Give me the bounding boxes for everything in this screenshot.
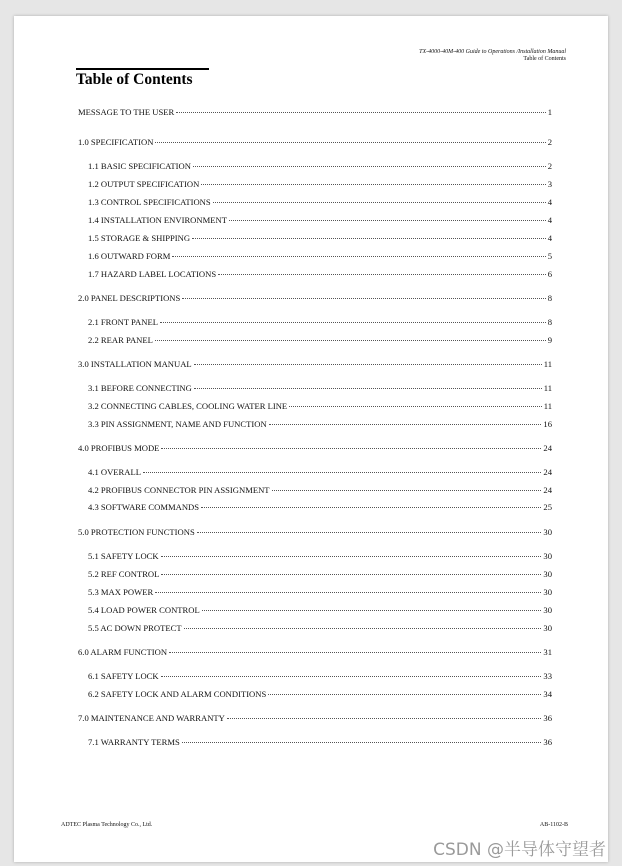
- toc-entry[interactable]: [78, 359, 552, 369]
- toc-entry-title: 4.2 PROFIBUS CONNECTOR PIN ASSIGNMENT: [88, 485, 270, 495]
- toc-entry-title: 3.1 BEFORE CONNECTING: [88, 383, 192, 393]
- toc-entry-title: 1.7 HAZARD LABEL LOCATIONS: [88, 269, 217, 279]
- toc-entry-page-number: 9: [547, 335, 552, 345]
- toc-entry-page-number: 30: [543, 587, 552, 597]
- toc-entry-page-number: 2: [547, 161, 552, 171]
- dot-leader: [202, 610, 542, 611]
- toc-entry-title: 5.1 SAFETY LOCK: [88, 551, 159, 561]
- dot-leader: [194, 364, 542, 365]
- toc-entry-page-number: 30: [543, 527, 552, 537]
- toc-entry-title: 2.2 REAR PANEL: [88, 335, 153, 345]
- toc-entry-page-number: 1: [547, 107, 552, 117]
- dot-leader: [184, 628, 542, 629]
- toc-entry-page-number: 36: [543, 713, 552, 723]
- dot-leader: [201, 184, 545, 185]
- dot-leader: [269, 424, 542, 425]
- toc-entry[interactable]: [88, 605, 552, 615]
- toc-entry-page-number: 5: [547, 251, 552, 261]
- toc-entry-title: 5.3 MAX POWER: [88, 587, 154, 597]
- toc-entry-title: 5.0 PROTECTION FUNCTIONS: [78, 527, 195, 537]
- dot-leader: [169, 652, 541, 653]
- toc-entry[interactable]: [78, 107, 552, 117]
- toc-entry[interactable]: [88, 689, 552, 699]
- toc-entry-page-number: 24: [543, 443, 552, 453]
- toc-entry[interactable]: [88, 623, 552, 633]
- toc-entry-title: 3.2 CONNECTING CABLES, COOLING WATER LINE: [88, 401, 288, 411]
- toc-entry[interactable]: [88, 179, 552, 189]
- toc-entry[interactable]: [88, 485, 552, 495]
- toc-entry-page-number: 30: [543, 623, 552, 633]
- dot-leader: [272, 490, 542, 491]
- toc-entry[interactable]: [78, 293, 552, 303]
- toc-entry-title: 2.0 PANEL DESCRIPTIONS: [78, 293, 181, 303]
- toc-entry[interactable]: [88, 587, 552, 597]
- dot-leader: [176, 112, 545, 113]
- toc-entry-title: 4.3 SOFTWARE COMMANDS: [88, 502, 200, 512]
- toc-entry[interactable]: [88, 215, 552, 225]
- toc-entry-title: 1.1 BASIC SPECIFICATION: [88, 161, 191, 171]
- dot-leader: [268, 694, 541, 695]
- toc-entry-title: 1.0 SPECIFICATION: [78, 137, 154, 147]
- toc-entry[interactable]: [78, 647, 552, 657]
- toc-entry[interactable]: [78, 527, 552, 537]
- toc-entry-page-number: 30: [543, 605, 552, 615]
- toc-entry-page-number: 33: [543, 671, 552, 681]
- toc-entry[interactable]: [88, 197, 552, 207]
- dot-leader: [161, 676, 542, 677]
- toc-entry-title: 5.4 LOAD POWER CONTROL: [88, 605, 200, 615]
- title-rule: [76, 68, 209, 70]
- toc-entry-page-number: 4: [547, 233, 552, 243]
- toc-entry-title: 6.2 SAFETY LOCK AND ALARM CONDITIONS: [88, 689, 267, 699]
- dot-leader: [161, 574, 541, 575]
- toc-entry-title: 3.0 INSTALLATION MANUAL: [78, 359, 192, 369]
- toc-entry-title: 4.0 PROFIBUS MODE: [78, 443, 160, 453]
- dot-leader: [143, 472, 541, 473]
- dot-leader: [289, 406, 542, 407]
- dot-leader: [161, 556, 542, 557]
- toc-entry-page-number: 8: [547, 293, 552, 303]
- toc-entry-title: 3.3 PIN ASSIGNMENT, NAME AND FUNCTION: [88, 419, 267, 429]
- toc-entry-page-number: 4: [547, 215, 552, 225]
- toc-entry[interactable]: [88, 467, 552, 477]
- toc-entry[interactable]: [88, 419, 552, 429]
- dot-leader: [155, 142, 545, 143]
- toc-entry-page-number: 2: [547, 137, 552, 147]
- toc-entry[interactable]: [88, 671, 552, 681]
- toc-entry-title: 7.0 MAINTENANCE AND WARRANTY: [78, 713, 225, 723]
- title-block: [76, 68, 209, 89]
- toc-entry[interactable]: [88, 551, 552, 561]
- toc-entry-title: 5.2 REF CONTROL: [88, 569, 160, 579]
- toc-entry-title: 7.1 WARRANTY TERMS: [88, 737, 180, 747]
- dot-leader: [192, 238, 546, 239]
- dot-leader: [155, 592, 541, 593]
- toc-entry-page-number: 6: [547, 269, 552, 279]
- toc-entry-title: 6.1 SAFETY LOCK: [88, 671, 159, 681]
- toc-entry-page-number: 16: [543, 419, 552, 429]
- toc-entry[interactable]: [88, 383, 552, 393]
- toc-entry[interactable]: [78, 137, 552, 147]
- dot-leader: [201, 507, 541, 508]
- dot-leader: [160, 322, 546, 323]
- dot-leader: [229, 220, 546, 221]
- toc-entry[interactable]: [78, 713, 552, 723]
- toc-entry[interactable]: [88, 569, 552, 579]
- dot-leader: [194, 388, 542, 389]
- toc-entry-page-number: 11: [543, 383, 552, 393]
- dot-leader: [193, 166, 546, 167]
- toc-entry[interactable]: [88, 335, 552, 345]
- toc-entry[interactable]: [88, 317, 552, 327]
- toc-entry-page-number: 8: [547, 317, 552, 327]
- toc-entry-title: 4.1 OVERALL: [88, 467, 141, 477]
- toc-entry[interactable]: [88, 269, 552, 279]
- toc-entry-title: 1.4 INSTALLATION ENVIRONMENT: [88, 215, 227, 225]
- toc-entry-page-number: 25: [543, 502, 552, 512]
- toc-entry-page-number: 24: [543, 485, 552, 495]
- toc-entry[interactable]: [88, 737, 552, 747]
- toc-entry-title: 2.1 FRONT PANEL: [88, 317, 158, 327]
- toc-entry-title: MESSAGE TO THE USER: [78, 107, 175, 117]
- toc-entry-page-number: 4: [547, 197, 552, 207]
- dot-leader: [182, 742, 542, 743]
- toc-entry-title: 1.6 OUTWARD FORM: [88, 251, 171, 261]
- toc-entry-page-number: 31: [543, 647, 552, 657]
- toc-entry-page-number: 30: [543, 551, 552, 561]
- toc-entry-page-number: 36: [543, 737, 552, 747]
- watermark: CSDN @半导体守望者: [433, 840, 606, 860]
- dot-leader: [172, 256, 545, 257]
- toc-entry-page-number: 11: [543, 359, 552, 369]
- toc-entry-title: 1.2 OUTPUT SPECIFICATION: [88, 179, 200, 189]
- document-page: [14, 16, 608, 862]
- toc-entry-page-number: 30: [543, 569, 552, 579]
- toc-entry[interactable]: [88, 233, 552, 243]
- page-title: Table of Contents: [76, 71, 193, 88]
- dot-leader: [218, 274, 546, 275]
- dot-leader: [213, 202, 546, 203]
- toc-entry[interactable]: [88, 251, 552, 261]
- dot-leader: [227, 718, 542, 719]
- header-manual-title: TX-4000-40M-400 Guide to Operations /Installation Manual: [419, 49, 566, 55]
- dot-leader: [161, 448, 541, 449]
- toc-entry-page-number: 34: [543, 689, 552, 699]
- footer-company: ADTEC Plasma Technology Co., Ltd.: [61, 822, 153, 828]
- toc-entry[interactable]: [88, 161, 552, 171]
- toc-entry[interactable]: [88, 401, 552, 411]
- toc-entry[interactable]: [78, 443, 552, 453]
- toc-entry-title: 5.5 AC DOWN PROTECT: [88, 623, 182, 633]
- toc-entry-title: 1.5 STORAGE & SHIPPING: [88, 233, 191, 243]
- running-header: [419, 49, 566, 63]
- footer-doc-number: AB-1102-B: [539, 822, 568, 828]
- header-section-name: Table of Contents: [523, 56, 566, 62]
- dot-leader: [155, 340, 546, 341]
- toc-entry-page-number: 3: [547, 179, 552, 189]
- toc-entry[interactable]: [88, 502, 552, 512]
- toc-entry-title: 1.3 CONTROL SPECIFICATIONS: [88, 197, 211, 207]
- toc-entry-page-number: 11: [543, 401, 552, 411]
- toc-entry-page-number: 24: [543, 467, 552, 477]
- dot-leader: [182, 298, 545, 299]
- toc-entry-title: 6.0 ALARM FUNCTION: [78, 647, 168, 657]
- dot-leader: [197, 532, 542, 533]
